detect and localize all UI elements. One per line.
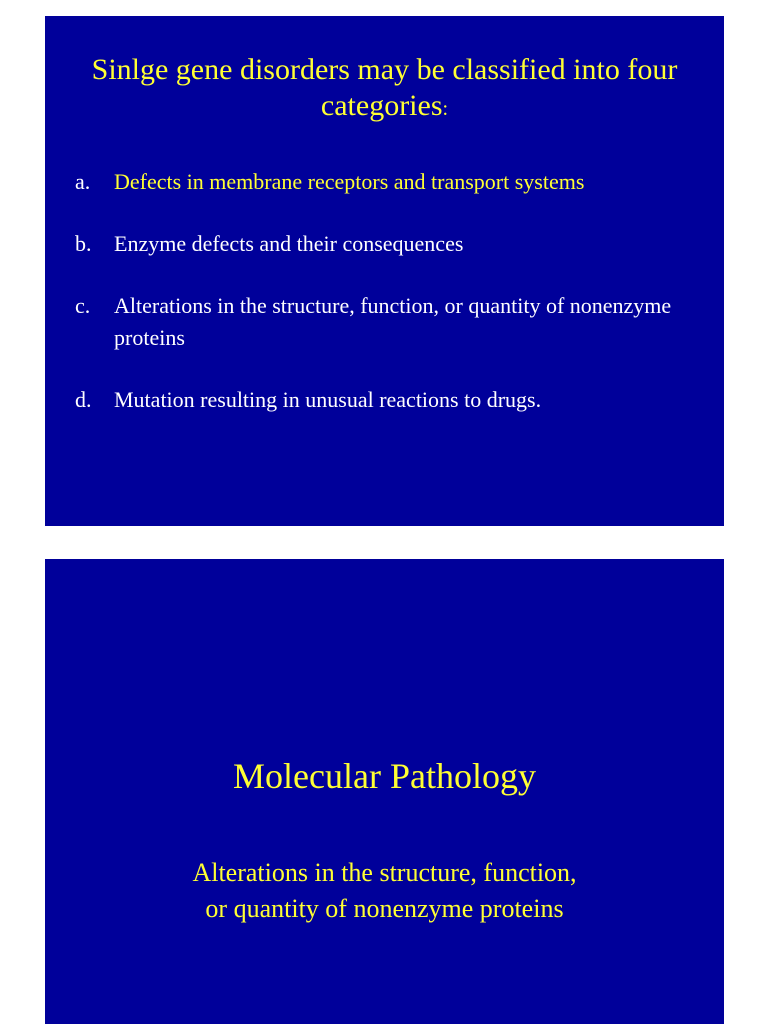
category-item-b <box>75 228 705 260</box>
category-marker: a. <box>75 169 91 194</box>
category-item-c <box>75 290 705 354</box>
category-item-a <box>75 166 705 198</box>
category-text: Enzyme defects and their consequences <box>114 231 464 256</box>
slide-subtitle-line-2: or quantity of nonenzyme proteins <box>205 894 564 923</box>
category-marker: c. <box>75 293 91 318</box>
slide-title-text: Sinlge gene disorders may be classified into four categories <box>91 53 678 122</box>
category-text: Defects in membrane receptors and transport systems <box>114 169 585 194</box>
category-list <box>75 166 705 446</box>
category-text: Alterations in the structure, function, or quantity of nonenzyme proteins <box>114 293 672 350</box>
slide-single-gene-disorders <box>45 16 724 526</box>
slide-title-colon: : <box>442 98 449 120</box>
category-item-d <box>75 384 705 416</box>
category-marker: b. <box>75 231 92 256</box>
category-marker: d. <box>75 387 92 412</box>
slide-title: Molecular Pathology <box>233 756 536 796</box>
slide-subtitle-line-1: Alterations in the structure, function, <box>192 858 577 887</box>
slide-molecular-pathology <box>45 559 724 1024</box>
category-text: Mutation resulting in unusual reactions to drugs. <box>114 387 542 412</box>
slide-subtitle <box>45 855 724 927</box>
slide-title <box>65 52 704 127</box>
